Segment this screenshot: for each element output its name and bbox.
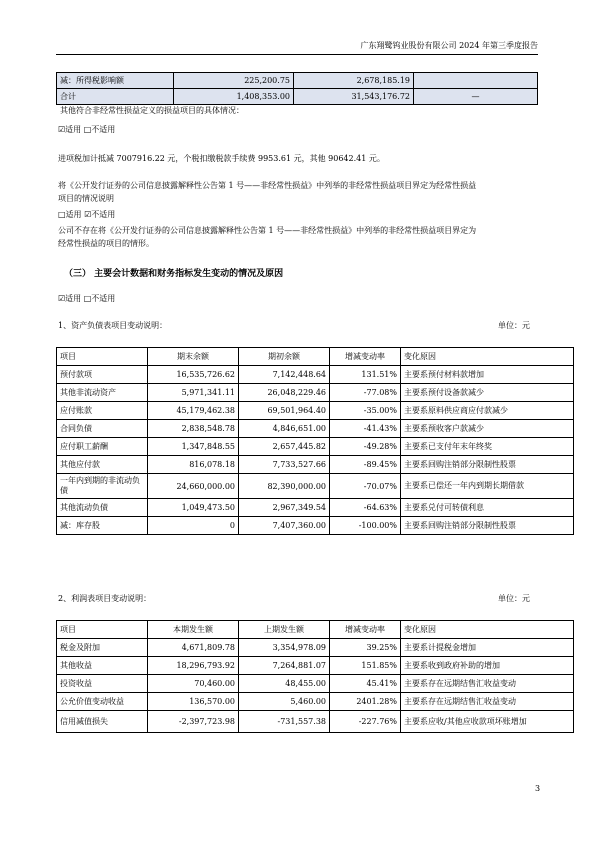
table-row — [57, 384, 574, 402]
table-cell: 131.51% — [330, 366, 401, 384]
table-cell: 1,347,848.55 — [148, 438, 239, 456]
table-cell: 26,048,229.46 — [239, 384, 330, 402]
header-rule — [56, 54, 538, 55]
table-row — [57, 73, 538, 89]
table-cell: 16,535,726.62 — [148, 366, 239, 384]
table-cell: -227.76% — [330, 711, 401, 733]
table-cell: 7,142,448.64 — [239, 366, 330, 384]
table-cell: 税金及附加 — [57, 639, 148, 657]
table-cell: 主要系预付设备款减少 — [401, 384, 574, 402]
nonrecurring-summary-table — [56, 72, 538, 105]
applicable-checkbox-2: □适用 ☑不适用 — [58, 210, 116, 219]
table-cell — [414, 73, 538, 89]
column-header: 变化原因 — [401, 621, 574, 639]
table-row — [57, 499, 574, 517]
no-reclassification-line2: 经常性损益的项目的情形。 — [58, 239, 154, 248]
column-header: 变化原因 — [401, 348, 574, 366]
table-cell: 4,671,809.78 — [148, 639, 239, 657]
table-header-row — [57, 621, 574, 639]
table-cell: 其他应付款 — [57, 456, 148, 474]
table-row — [57, 402, 574, 420]
applicable-checkbox-3: ☑适用 □不适用 — [58, 294, 116, 303]
table-row — [57, 657, 574, 675]
column-header: 本期发生额 — [148, 621, 239, 639]
table-cell: 5,460.00 — [239, 693, 330, 711]
tax-deduction-note: 进项税加计抵减 7007916.22 元，个税扣缴税款手续费 9953.61 元，其他 90642.41 元。 — [58, 154, 385, 163]
table-cell: 信用减值损失 — [57, 711, 148, 733]
table-row — [57, 438, 574, 456]
applicable-checkbox-1: ☑适用 □不适用 — [58, 125, 116, 134]
table-cell: 主要系回购注销部分限制性股票 — [401, 517, 574, 535]
table-row — [57, 474, 574, 499]
income-statement-caption: 2、利润表项目变动说明： — [58, 594, 152, 603]
table-row — [57, 456, 574, 474]
table-row — [57, 711, 574, 733]
classification-note-line2: 项目的情况说明 — [58, 194, 114, 203]
table-cell: 主要系应收/其他应收款项坏账增加 — [401, 711, 574, 733]
table-cell: 其他流动负债 — [57, 499, 148, 517]
table-cell: 82,390,000.00 — [239, 474, 330, 499]
table-cell: 2401.28% — [330, 693, 401, 711]
table-cell: -41.43% — [330, 420, 401, 438]
table-cell: 应付账款 — [57, 402, 148, 420]
table-cell: -70.07% — [330, 474, 401, 499]
table-cell: 减：所得税影响额 — [57, 73, 174, 89]
table-cell: 减：库存股 — [57, 517, 148, 535]
table-cell: 主要系回购注销部分限制性股票 — [401, 456, 574, 474]
table-cell: -35.00% — [330, 402, 401, 420]
table-cell: 225,200.75 — [174, 73, 294, 89]
table-cell: 主要系计提税金增加 — [401, 639, 574, 657]
other-items-note: 其他符合非经常性损益定义的损益项目的具体情况： — [60, 106, 244, 115]
table-cell: 2,838,548.78 — [148, 420, 239, 438]
column-header: 期末余额 — [148, 348, 239, 366]
table-cell: 7,407,360.00 — [239, 517, 330, 535]
column-header: 项目 — [57, 621, 148, 639]
income-statement-changes-table — [56, 620, 574, 733]
page-header: 广东翔鹭钨业股份有限公司 2024 年第三季度报告 — [360, 41, 538, 50]
table-cell: 816,078.18 — [148, 456, 239, 474]
table-cell: 2,678,185.19 — [294, 73, 414, 89]
table-row — [57, 693, 574, 711]
table-row — [57, 517, 574, 535]
table-cell: 18,296,793.92 — [148, 657, 239, 675]
table-cell: 主要系存在远期结售汇收益变动 — [401, 675, 574, 693]
table-cell: 3,354,978.09 — [239, 639, 330, 657]
column-header: 期初余额 — [239, 348, 330, 366]
table-row — [57, 675, 574, 693]
table-cell: -731,557.38 — [239, 711, 330, 733]
table-cell: 2,657,445.82 — [239, 438, 330, 456]
table-cell: 1,408,353.00 — [174, 89, 294, 105]
table-cell: 24,660,000.00 — [148, 474, 239, 499]
table-cell: 主要系原料供应商应付款减少 — [401, 402, 574, 420]
balance-sheet-changes-table — [56, 347, 574, 535]
table-row — [57, 89, 538, 105]
table-cell: 主要系存在远期结售汇收益变动 — [401, 693, 574, 711]
table-cell: 主要系预付材料款增加 — [401, 366, 574, 384]
table-cell: 公允价值变动收益 — [57, 693, 148, 711]
column-header: 上期发生额 — [239, 621, 330, 639]
column-header: 增减变动率 — [330, 348, 401, 366]
section-title: （三） 主要会计数据和财务指标发生变动的情况及原因 — [64, 269, 284, 279]
table-cell: 31,543,176.72 — [294, 89, 414, 105]
page-number: 3 — [535, 784, 541, 793]
table-cell: 主要系兑付可转债利息 — [401, 499, 574, 517]
table-cell: 45.41% — [330, 675, 401, 693]
table-cell: 主要系收到政府补助的增加 — [401, 657, 574, 675]
table-cell: 39.25% — [330, 639, 401, 657]
column-header: 项目 — [57, 348, 148, 366]
table-cell: 主要系已支付年末年终奖 — [401, 438, 574, 456]
table-cell: — — [414, 89, 538, 105]
unit-label-1: 单位：元 — [498, 321, 530, 330]
table-cell: 合同负债 — [57, 420, 148, 438]
table-cell: 主要系预收客户款减少 — [401, 420, 574, 438]
table-cell: 1,049,473.50 — [148, 499, 239, 517]
table-cell: -49.28% — [330, 438, 401, 456]
table-cell: 合计 — [57, 89, 174, 105]
table-cell: 136,570.00 — [148, 693, 239, 711]
table-cell: 4,846,651.00 — [239, 420, 330, 438]
table-cell: 主要系已偿还一年内到期长期借款 — [401, 474, 574, 499]
table-cell: -77.08% — [330, 384, 401, 402]
table-cell: 一年内到期的非流动负债 — [57, 474, 148, 499]
table-cell: 7,264,881.07 — [239, 657, 330, 675]
table-cell: 预付款项 — [57, 366, 148, 384]
no-reclassification-line1: 公司不存在将《公开发行证券的公司信息披露解释性公告第 1 号——非经常性损益》中列举的非经常性损益项目界定为 — [58, 226, 477, 235]
column-header: 增减变动率 — [330, 621, 401, 639]
unit-label-2: 单位：元 — [498, 594, 530, 603]
table-cell: 其他收益 — [57, 657, 148, 675]
table-cell: 应付职工薪酬 — [57, 438, 148, 456]
table-cell: 151.85% — [330, 657, 401, 675]
table-cell: -89.45% — [330, 456, 401, 474]
table-cell: 69,501,964.40 — [239, 402, 330, 420]
table-header-row — [57, 348, 574, 366]
classification-note-line1: 将《公开发行证券的公司信息披露解释性公告第 1 号——非经常性损益》中列举的非经常性损益项目界定为经常性损益 — [58, 181, 477, 190]
table-cell: 7,733,527.66 — [239, 456, 330, 474]
table-cell: -2,397,723.98 — [148, 711, 239, 733]
table-cell: 投资收益 — [57, 675, 148, 693]
table-cell: -64.63% — [330, 499, 401, 517]
table-cell: 48,455.00 — [239, 675, 330, 693]
table-cell: -100.00% — [330, 517, 401, 535]
table-cell: 其他非流动资产 — [57, 384, 148, 402]
table-cell: 0 — [148, 517, 239, 535]
table-cell: 5,971,341.11 — [148, 384, 239, 402]
table-row — [57, 639, 574, 657]
table-cell: 70,460.00 — [148, 675, 239, 693]
table-row — [57, 366, 574, 384]
table-row — [57, 420, 574, 438]
balance-sheet-caption: 1、资产负债表项目变动说明： — [58, 321, 168, 330]
table-cell: 45,179,462.38 — [148, 402, 239, 420]
table-cell: 2,967,349.54 — [239, 499, 330, 517]
